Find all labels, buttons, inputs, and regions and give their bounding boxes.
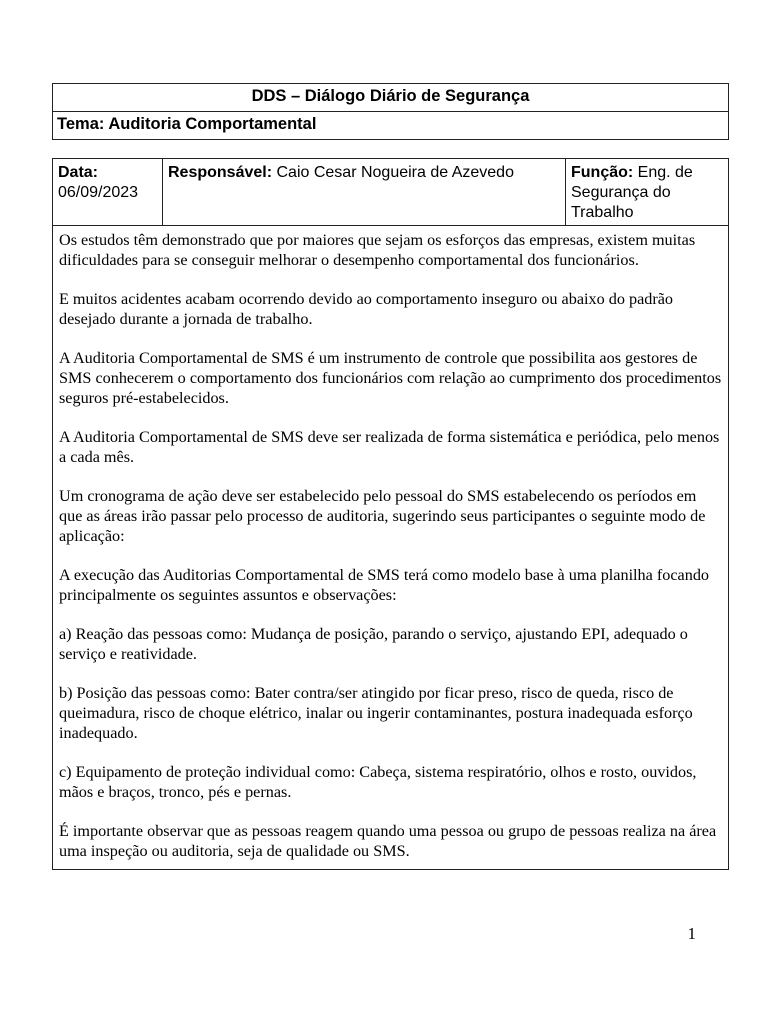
function-label: Função: <box>571 164 634 181</box>
list-item-b: b) Posição das pessoas como: Bater contra/ser atingido por ficar preso, risco de queda, risco de queimadura, risco de choque elétrico, inalar ou ingerir contaminantes, postura inadequada esforço inadequado. <box>59 684 693 742</box>
responsible-cell <box>163 159 566 226</box>
paragraph: Um cronograma de ação deve ser estabelecido pelo pessoal do SMS estabelecendo os períodos em que as áreas irão passar pelo processo de auditoria, sugerindo seus participantes o seguinte modo de aplicação: <box>59 487 706 545</box>
theme-line: Tema: Auditoria Comportamental <box>53 112 729 140</box>
function-cell <box>566 159 729 226</box>
responsible-value: Caio Cesar Nogueira de Azevedo <box>272 164 514 181</box>
date-value: 06/09/2023 <box>58 184 139 201</box>
body-text <box>53 226 729 870</box>
page-number: 1 <box>687 924 696 943</box>
paragraph: É importante observar que as pessoas reagem quando uma pessoa ou grupo de pessoas realiza na área uma inspeção ou auditoria, seja de qualidade ou SMS. <box>59 822 717 860</box>
header-table <box>52 83 729 140</box>
list-item-c: c) Equipamento de proteção individual como: Cabeça, sistema respiratório, olhos e rosto, ouvidos, mãos e braços, tronco, pés e pernas. <box>59 763 697 801</box>
paragraph: A Auditoria Comportamental de SMS é um instrumento de controle que possibilita aos gestores de SMS conhecerem o comportamento dos funcionários com relação ao cumprimento dos procedimentos seguros pré-estabelecidos. <box>59 349 722 407</box>
paragraph: E muitos acidentes acabam ocorrendo devido ao comportamento inseguro ou abaixo do padrão desejado durante a jornada de trabalho. <box>59 290 674 328</box>
list-item-a: a) Reação das pessoas como: Mudança de posição, parando o serviço, ajustando EPI, adequado o serviço e reatividade. <box>59 625 688 663</box>
date-label: Data: <box>58 164 99 181</box>
function-value: Eng. de Segurança do Trabalho <box>571 164 693 221</box>
paragraph: A Auditoria Comportamental de SMS deve ser realizada de forma sistemática e periódica, pelo menos a cada mês. <box>59 428 720 466</box>
paragraph: Os estudos têm demonstrado que por maiores que sejam os esforços das empresas, existem muitas dificuldades para se conseguir melhorar o desempenho comportamental dos funcionários. <box>59 231 696 269</box>
document-title: DDS – Diálogo Diário de Segurança <box>53 84 729 112</box>
date-cell <box>53 159 163 226</box>
info-table <box>52 158 729 870</box>
responsible-label: Responsável: <box>168 164 273 181</box>
paragraph: A execução das Auditorias Comportamental de SMS terá como modelo base à uma planilha focando principalmente os seguintes assuntos e observações: <box>59 566 710 604</box>
